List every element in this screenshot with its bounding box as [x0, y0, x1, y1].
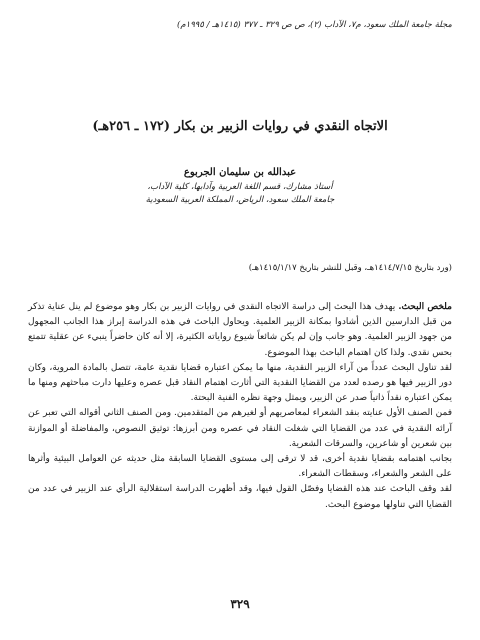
abstract-paragraph: فمن الصنف الأول عنايته بنقد الشعراء لمعاصريهم أو لغيرهم من المتقدمين. ومن الصنف الثاني أقواله التي تعبر عن آرائه النقدية في عدد من القضايا التي شغلت النقاد في عصره ومن أبرزها: توثيق النصوص، والمفاضلة أو الموازنة بين شعرين أو شاعرين، والسرقات الشعرية. [28, 408, 452, 449]
abstract-paragraph: لقد تناول البحث عدداً من آراء الزبير النقدية، منها ما يمكن اعتباره قضايا نقدية عامة، تتصل بالمادة المروية، وكان دور الزبير فيها هو رصده لعدد من القضايا النقدية التي أثارت اهتمام النقاد قبل عصره وعليها دارت مباحثهم ومنها ما يمكن اعتباره نقداً ذاتياً صدر عن الزبير، ويمثل وجهة نظره الفنية البحتة. [28, 362, 452, 404]
page-number: ٣٢٩ [230, 597, 250, 611]
author-institution: جامعة الملك سعود، الرياض، المملكة العربية السعودية [145, 194, 335, 205]
author-name: عبدالله بن سليمان الجربوع [183, 167, 297, 178]
author-block [40, 165, 440, 207]
submission-dates: (ورد بتاريخ ١٤١٤/٧/١٥هـ، وقبل للنشر بتاريخ ١٤١٥/١/١٧هـ) [248, 263, 452, 273]
author-position: أستاذ مشارك، قسم اللغة العربية وآدابها، كلية الآداب، [147, 181, 333, 192]
journal-running-header: مجلة جامعة الملك سعود، م٧، الآداب (٢)، ص ص ٣٢٩ ـ ٣٧٧ (١٤١٥هـ / ١٩٩٥م) [177, 20, 452, 30]
abstract-paragraph: بجانب اهتمامه بقضايا نقدية أخرى، قد لا ترقى إلى مستوى القضايا السابقة مثل حديثه عن العوامل البيئية وأثرها على الشعر والشعراء، وسقطات الشعراء. [28, 454, 452, 480]
article-title: الاتجاه النقدي في روايات الزبير بن بكار (١٧٢ ـ ٢٥٦هـ) [92, 119, 388, 134]
abstract [28, 300, 452, 513]
abstract-paragraph [28, 300, 452, 361]
abstract-text: يهدف هذا البحث إلى دراسة الاتجاه النقدي في روايات الزبير بن بكار وهو موضوع لم ينل عناية تذكر من قبل الدارسين الذين أشادوا بمكانة الزبير العلمية. ويحاول الباحث في هذه الدراسة إبراز هذا الجانب المجهول من جهود الزبير العلمية. وهو جانب وإن لم يكن شائعاً شيوع رواياته الكثيرة، إلا أنه كان حاضراً ينبيء عن عقلية تتمتع بحس نقدي. ولذا كان اهتمام الباحث بهذا الموضوع. [28, 302, 452, 358]
abstract-paragraph: لقد وقف الباحث عند هذه القضايا وفصّل القول فيها، وقد أظهرت الدراسة استقلالية الرأي عند الزبير في عدد من القضايا التي تناولها موضوع البحث. [28, 484, 452, 510]
abstract-lead: ملخص البحث. [398, 302, 452, 312]
